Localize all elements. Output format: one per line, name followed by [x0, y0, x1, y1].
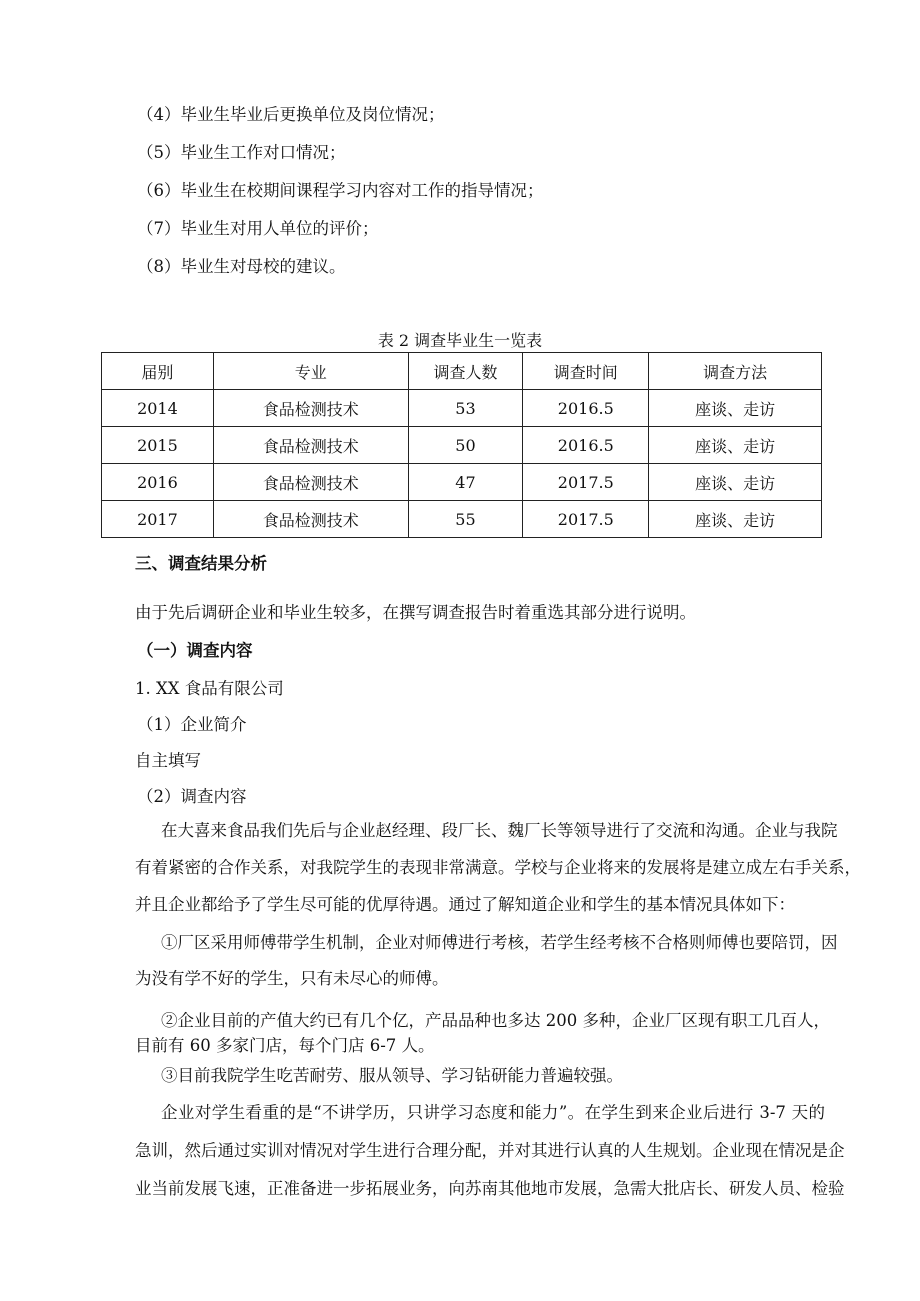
table-caption: 表 2 调查毕业生一览表 [377, 331, 543, 350]
paragraph-line: 在大喜来食品我们先后与企业赵经理、段厂长、魏厂长等领导进行了交流和沟通。企业与我院 [161, 821, 838, 840]
survey-content-label: （2）调查内容 [137, 787, 247, 806]
paragraph-line: 企业对学生看重的是“不讲学历，只讲学习态度和能力”。在学生到来企业后进行 3-7 天的 [161, 1103, 825, 1122]
table-header-row [102, 353, 822, 390]
point-1-line: 为没有学不好的学生，只有未尽心的师傅。 [135, 969, 449, 988]
table-row [102, 464, 822, 501]
table-cell: 47 [408, 464, 523, 501]
company-intro-label: （1）企业简介 [137, 715, 247, 734]
table-cell: 2016.5 [523, 427, 649, 464]
table-cell: 2017.5 [523, 464, 649, 501]
table-cell: 50 [408, 427, 523, 464]
table-cell: 食品检测技术 [213, 427, 408, 464]
table-row [102, 427, 822, 464]
section-intro: 由于先后调研企业和毕业生较多，在撰写调查报告时着重选其部分进行说明。 [135, 603, 696, 622]
table-cell: 2017.5 [523, 501, 649, 538]
header-time: 调查时间 [523, 353, 649, 390]
list-item-6: （6）毕业生在校期间课程学习内容对工作的指导情况； [137, 181, 544, 200]
paragraph-line: 急训，然后通过实训对情况对学生进行合理分配，并对其进行认真的人生规划。企业现在情况是企 [135, 1141, 845, 1160]
list-item-8: （8）毕业生对母校的建议。 [137, 257, 346, 276]
paragraph-line: 有着紧密的合作关系，对我院学生的表现非常满意。学校与企业将来的发展将是建立成左右手关系， [135, 858, 861, 877]
company-heading: 1. XX 食品有限公司 [135, 679, 284, 698]
table-cell: 2014 [102, 390, 214, 427]
list-item-7: （7）毕业生对用人单位的评价； [137, 219, 379, 238]
paragraph-line: 并且企业都给予了学生尽可能的优厚待遇。通过了解知道企业和学生的基本情况具体如下： [135, 895, 795, 914]
table-cell: 2017 [102, 501, 214, 538]
company-intro-text: 自主填写 [135, 751, 201, 770]
table-row [102, 390, 822, 427]
header-method: 调查方法 [649, 353, 822, 390]
header-count: 调查人数 [408, 353, 523, 390]
table-cell: 2015 [102, 427, 214, 464]
table-cell: 食品检测技术 [213, 464, 408, 501]
table-cell: 座谈、走访 [649, 427, 822, 464]
list-item-4: （4）毕业生毕业后更换单位及岗位情况； [137, 105, 445, 124]
survey-table [101, 352, 822, 538]
table-cell: 53 [408, 390, 523, 427]
table-cell: 2016 [102, 464, 214, 501]
header-major: 专业 [213, 353, 408, 390]
table-cell: 食品检测技术 [213, 501, 408, 538]
point-2-line: ②企业目前的产值大约已有几个亿，产品品种也多达 200 多种，企业厂区现有职工几百人， [161, 1011, 830, 1030]
point-1-line: ①厂区采用师傅带学生机制，企业对师傅进行考核，若学生经考核不合格则师傅也要陪罚，因 [161, 933, 838, 952]
header-cohort: 届别 [102, 353, 214, 390]
paragraph-line: 业当前发展飞速，正准备进一步拓展业务，向苏南其他地市发展，急需大批店长、研发人员、检验 [135, 1179, 845, 1198]
table-cell: 食品检测技术 [213, 390, 408, 427]
point-3-line: ③目前我院学生吃苦耐劳、服从领导、学习钻研能力普遍较强。 [161, 1066, 623, 1085]
section-heading: 三、调查结果分析 [135, 554, 267, 573]
table-cell: 2016.5 [523, 390, 649, 427]
table-cell: 座谈、走访 [649, 464, 822, 501]
point-2-line: 目前有 60 多家门店，每个门店 6-7 人。 [135, 1036, 435, 1055]
table-cell: 座谈、走访 [649, 501, 822, 538]
subsection-heading: （一）调查内容 [137, 641, 253, 660]
list-item-5: （5）毕业生工作对口情况； [137, 143, 346, 162]
table-cell: 55 [408, 501, 523, 538]
table-cell: 座谈、走访 [649, 390, 822, 427]
table-row [102, 501, 822, 538]
